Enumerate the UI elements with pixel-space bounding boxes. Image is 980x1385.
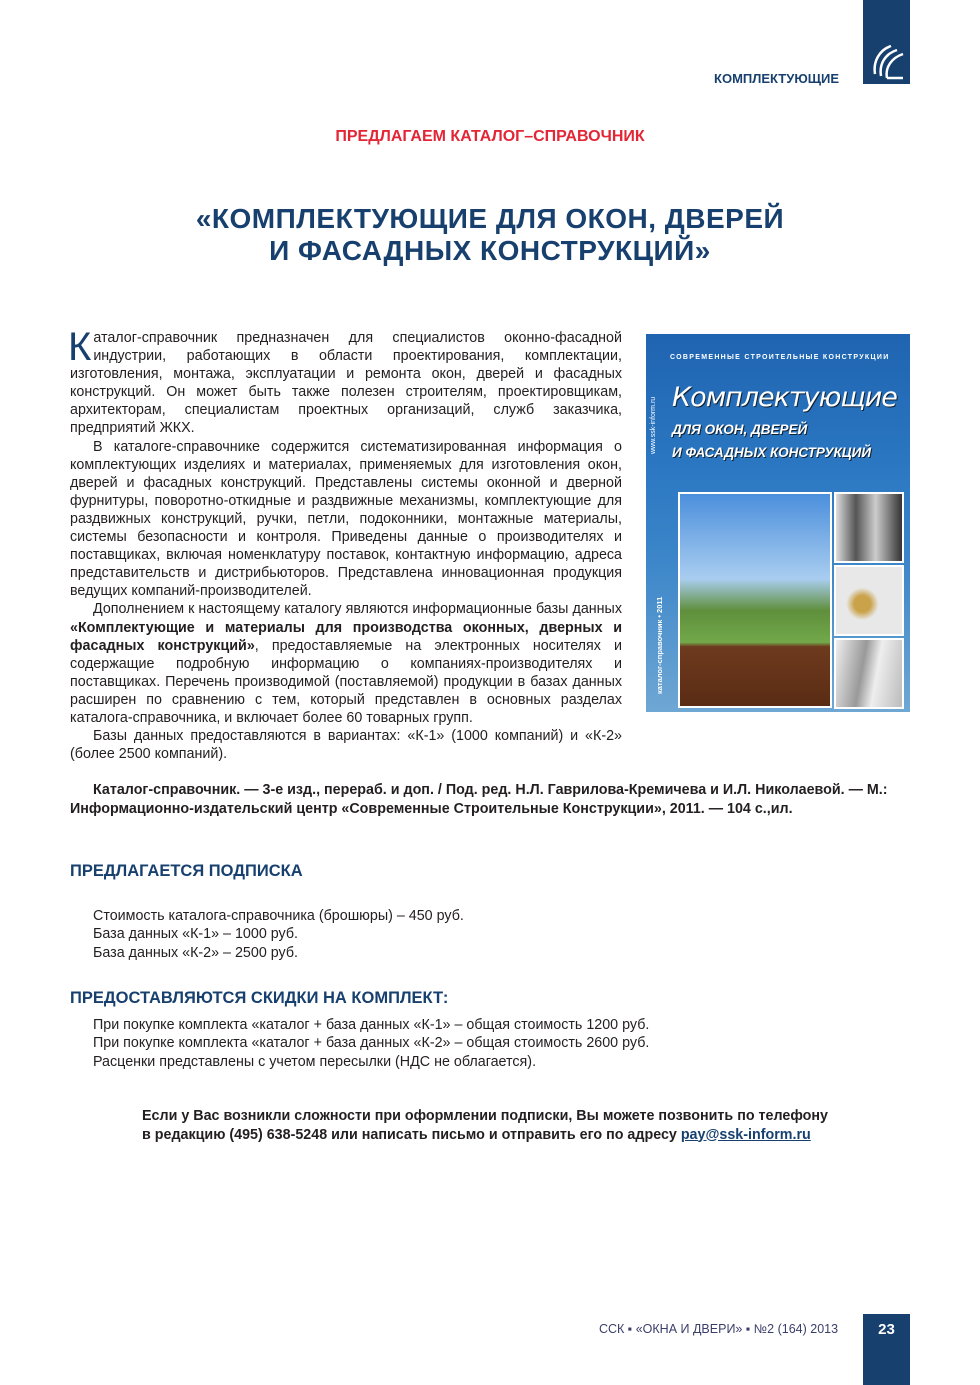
cover-subtitle-line: И ФАСАДНЫХ КОНСТРУКЦИЙ [672, 445, 872, 460]
cover-publisher: СОВРЕМЕННЫЕ СТРОИТЕЛЬНЫЕ КОНСТРУКЦИИ [670, 354, 890, 361]
cover-handle-photo [834, 565, 904, 636]
discounts-heading: ПРЕДОСТАВЛЯЮТСЯ СКИДКИ НА КОМПЛЕКТ: [70, 989, 449, 1007]
cover-side-text: каталог-справочник • 2011 [655, 596, 664, 694]
cover-title: Комплектующие [672, 382, 897, 413]
contact-line: Если у Вас возникли сложности при оформлении подписки, Вы можете позвонить по телефону [142, 1108, 828, 1124]
bibliographic-reference: Каталог-справочник. — 3-е изд., перераб. и доп. / Под. ред. Н.Л. Гаврилова-Кремичева и И.Л. Николаевой. — М.: Информационно-издательский центр «Современные Строительные Конструкции», 2011. — 104 с.,ил. [70, 782, 888, 817]
cover-window-photo [678, 492, 832, 708]
cover-fitting-photo [834, 638, 904, 709]
discounts-list [93, 1016, 649, 1071]
paragraph [68, 325, 622, 438]
subscription-heading: ПРЕДЛАГАЕТСЯ ПОДПИСКА [70, 862, 303, 880]
discount-item: При покупке комплекта «каталог + база данных «К-1» – общая стоимость 1200 руб. [93, 1017, 650, 1033]
paragraph-text: аталог-справочник предназначен для специалистов оконно-фасадной индустрии, работающих в области проектирования, комплектации, изготовления, монтажа, эксплуатации и ремонта окон, дверей и фасадных конструкций. Он может быть также полезен строителям, проектировщикам, архитекторам, специалистам проектных организаций, служб заказчика, предприятий ЖКХ. [70, 330, 622, 437]
paragraph-text: , предоставляемые на электронных носителях и содержащие подробную информацию о компаниях-производителях и поставщиках. Перечень производимой (поставляемой) продукции в базах данных расширен по сравнению с тем, который представлен в основных разделах каталога-справочника, и включает более 60 товарных групп. [70, 637, 623, 726]
paragraph: В каталоге-справочнике содержится систематизированная информация о комплектующих изделиях и материалах, применяемых для изготовления окон, дверей и фасадных конструкций. Представлены системы оконной и дверной фурнитуры, поворотно-откидные и раздвижные механизмы, комплектующие для раздвижных конструкций, ручки, петли, подоконники, монтажные материалы, системы безопасности и контроля. Приведены данные о производителях и поставщиках, включая номенклатуру поставок, контактную информацию, адреса представительств и дистрибьюторов. Представлена инновационная продукция ведущих компаний-производителей. [70, 438, 622, 600]
paragraph: Базы данных предоставляются в вариантах: «К-1» (1000 компаний) и «К-2» (более 2500 компаний). [70, 728, 622, 763]
title-line: «КОМПЛЕКТУЮЩИЕ ДЛЯ ОКОН, ДВЕРЕЙ [195, 203, 785, 234]
title-line: И ФАСАДНЫХ КОНСТРУКЦИЙ» [269, 235, 711, 266]
kicker: ПРЕДЛАГАЕМ КАТАЛОГ–СПРАВОЧНИК [335, 128, 645, 145]
page-title [0, 203, 980, 267]
catalog-cover-image [646, 334, 910, 712]
paragraph-text: Дополнением к настоящему каталогу являются информационные базы данных [93, 601, 622, 618]
price-item: База данных «К-1» – 1000 руб. [93, 926, 299, 943]
page-number: 23 [863, 1314, 910, 1385]
price-item: Стоимость каталога-справочника (брошюры) – 450 руб. [93, 908, 464, 924]
email-link[interactable]: pay@ssk-inform.ru [680, 1126, 811, 1143]
section-label: КОМПЛЕКТУЮЩИЕ [714, 71, 839, 86]
discount-item: При покупке комплекта «каталог + база данных «К-2» – общая стоимость 2600 руб. [93, 1035, 650, 1052]
footer-issue: ССК ▪ «ОКНА И ДВЕРИ» ▪ №2 (164) 2013 [599, 1322, 839, 1336]
database-name: «Комплектующие и материалы для производства оконных, дверных и фасадных конструкций» [70, 619, 622, 654]
cover-site: www.ssk-inform.ru [650, 396, 657, 454]
cover-subtitle-line: ДЛЯ ОКОН, ДВЕРЕЙ [672, 422, 808, 437]
subscription-list [93, 907, 464, 962]
cover-subtitle [672, 418, 871, 464]
contact-text: в редакцию (495) 638-5248 или написать письмо и отправить его по адресу [142, 1126, 681, 1143]
header-tab [863, 0, 910, 84]
logo-icon [869, 38, 905, 80]
paragraph [70, 600, 622, 727]
contact-line [142, 1126, 828, 1145]
cover-profile-photo [834, 492, 904, 563]
price-item: База данных «К-2» – 2500 руб. [93, 944, 299, 961]
discount-item: Расценки представлены с учетом пересылки (НДС не облагается). [93, 1053, 537, 1070]
article-body [68, 325, 623, 763]
contact-info [142, 1107, 828, 1144]
dropcap: К [68, 325, 92, 369]
